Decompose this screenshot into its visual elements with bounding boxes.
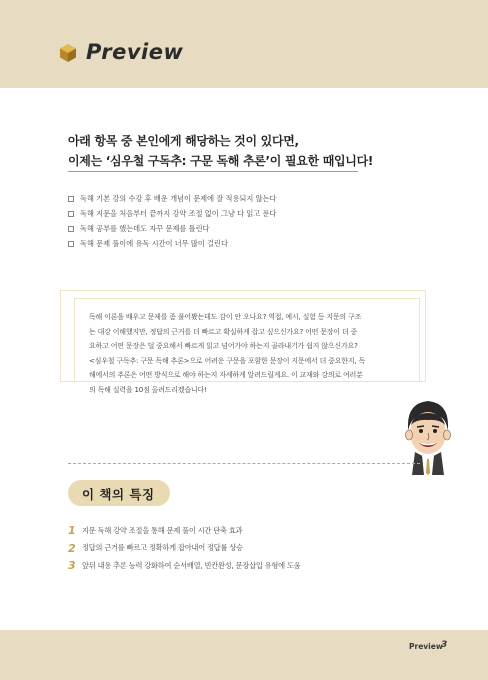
feature-item — [68, 557, 301, 575]
checkbox-icon — [68, 241, 74, 247]
section-divider — [68, 463, 420, 464]
paragraph-line: 요하고 어떤 문장은 덜 중요해서 빠르게 읽고 넘어가야 하는지 골라내기가 쉽지 않으신가요? — [89, 342, 358, 351]
intro-paragraph — [89, 310, 407, 398]
footer-band — [0, 630, 488, 680]
feature-number: 3 — [68, 559, 76, 573]
footer-section-label: Preview — [409, 642, 443, 651]
checklist-item-text: 독해 지문을 처음부터 끝까지 강약 조절 없이 그냥 다 읽고 푼다 — [80, 209, 277, 218]
paragraph-line: 해에서의 추론은 어떤 방식으로 해야 하는지 자세하게 알려드릴게요. 이 교재와 강의로 여러분 — [89, 371, 363, 380]
paragraph-line: 독해 이론을 배우고 문제를 좀 풀어봤는데도 감이 안 오나요? 역접, 예시, 실험 등 지문의 구조 — [89, 313, 362, 321]
checkbox-icon — [68, 196, 74, 202]
checklist — [68, 191, 276, 251]
features-list — [68, 522, 301, 575]
checklist-item — [68, 191, 276, 206]
feature-text: 정답의 근거를 빠르고 정확하게 잡아내어 정답률 상승 — [82, 543, 243, 553]
paragraph-line: 의 독해 실력을 10점 올려드리겠습니다! — [89, 385, 207, 394]
feature-text: 앞뒤 내용 추론 능력 강화하여 순서배열, 빈칸완성, 문장삽입 유형에 도움 — [82, 560, 301, 570]
checkbox-icon — [68, 226, 74, 232]
checklist-item — [68, 206, 276, 221]
checklist-item-text: 독해 공부를 했는데도 자꾸 문제를 틀린다 — [80, 224, 210, 233]
headline-line-2: 이제는 ‘심우철 구독추: 구문 독해 추론’이 필요한 때입니다! — [68, 154, 374, 168]
checklist-item — [68, 236, 276, 251]
feature-number: 1 — [68, 524, 76, 538]
headline-line-1: 아래 항목 중 본인에게 해당하는 것이 있다면, — [68, 134, 299, 148]
feature-item — [68, 522, 301, 540]
features-title: 이 책의 특징 — [82, 487, 155, 502]
checklist-item-text: 독해 문제 풀이에 유독 시간이 너무 많이 걸린다 — [80, 239, 228, 248]
feature-text: 지문 독해 강약 조절을 통해 문제 풀이 시간 단축 효과 — [82, 525, 243, 535]
headline — [68, 131, 373, 171]
cube-icon — [60, 44, 76, 62]
checklist-item — [68, 221, 276, 236]
paragraph-line: <심우철 구독추: 구문 독해 추론>으로 어려운 구문을 포함한 문장이 지문에서 더 중요한지, 독 — [89, 356, 366, 365]
page-number: 3 — [441, 640, 448, 650]
headline-underline — [68, 171, 358, 172]
feature-item — [68, 540, 301, 558]
page-title: Preview — [86, 40, 184, 64]
frame-top-line — [74, 298, 420, 299]
checkbox-icon — [68, 211, 74, 217]
paragraph-line: 는 대강 이해했지만, 정답의 근거를 더 빠르고 확실하게 잡고 싶으신가요? 어떤 문장이 더 중 — [89, 327, 358, 336]
checklist-item-text: 독해 기본 강의 수강 후 배운 개념이 문제에 잘 적용되지 않는다 — [80, 194, 277, 203]
feature-number: 2 — [68, 541, 76, 555]
